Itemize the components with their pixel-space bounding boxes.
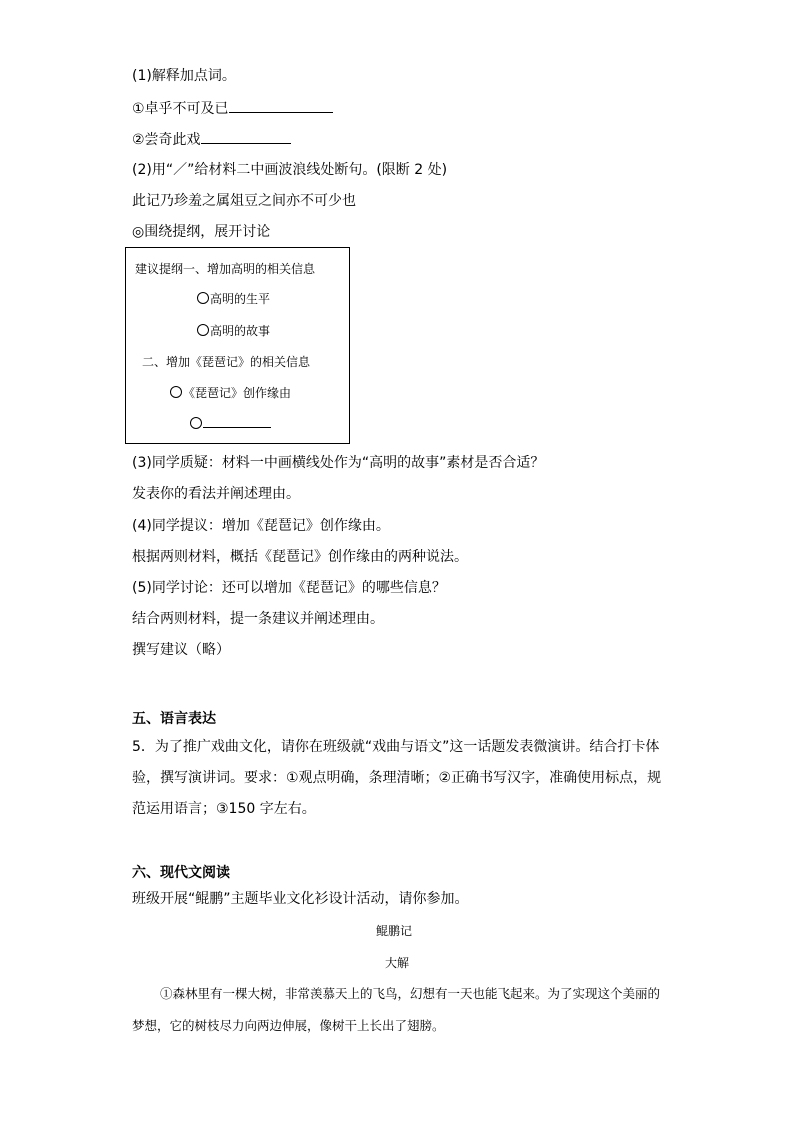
outline-line-4: 二、增加《琵琶记》的相关信息 [142,355,311,369]
section6-heading: 六、现代文阅读 [132,865,230,881]
outline-line-1: 建议提纲一、增加高明的相关信息 [135,262,316,276]
answer-blank[interactable] [203,416,271,428]
q4-label: (4)同学提议：增加《琵琶记》创作缘由。 [132,518,390,534]
q1-item-2 [132,129,291,150]
q5-label: (5)同学讨论：还可以增加《琵琶记》的哪些信息？ [132,580,446,596]
outline-line-3-text: 高明的故事 [210,324,271,338]
q3-label: (3)同学质疑：材料一中画横线处作为“高明的故事”素材是否合适？ [132,455,545,471]
q1-item-2-text: ②尝奇此戏 [132,132,201,148]
outline-line-5-text: 《琵琶记》创作缘由 [183,386,292,400]
outline-line-6 [190,416,271,432]
outline-line-5 [170,385,291,401]
q1-item-1 [132,98,333,119]
article-title: 鲲鹏记 [376,924,413,938]
outline-line-3 [197,323,270,339]
outline-box [125,247,350,444]
q5-instruction: 结合两则材料，提一条建议并阐述理由。 [132,611,384,627]
q1-label: (1)解释加点词。 [132,68,236,84]
circle-icon [197,324,209,336]
discussion-intro: ◎围绕提纲，展开讨论 [132,224,271,240]
article-author: 大解 [385,956,410,970]
circle-icon [197,292,209,304]
circle-icon [170,386,182,398]
q2-sentence: 此记乃珍羞之属俎豆之间亦不可少也 [132,193,356,209]
circle-icon [190,417,202,429]
q3-instruction: 发表你的看法并阐述理由。 [132,486,300,502]
answer-blank[interactable] [229,98,333,113]
q4-instruction: 根据两则材料，概括《琵琶记》创作缘由的两种说法。 [132,549,468,565]
article-paragraph-1: ①森林里有一棵大树，非常羡慕天上的飞鸟，幻想有一天也能飞起来。为了实现这个美丽的梦想，它的树枝尽力向两边伸展，像树干上长出了翅膀。 [132,986,661,1033]
section5-question: 5．为了推广戏曲文化，请你在班级就“戏曲与语文”这一话题发表微演讲。结合打卡体验，撰写演讲词。要求：①观点明确，条理清晰；②正确书写汉字，准确使用标点，规范运用语言；③150 字左右。 [132,739,662,817]
section6-intro: 班级开展“鲲鹏”主题毕业文化衫设计活动，请你参加。 [132,891,469,907]
outline-line-2 [197,291,270,307]
section5-heading: 五、语言表达 [132,711,216,727]
q2-label: (2)用“／”给材料二中画波浪线处断句。(限断 2 处) [132,162,448,178]
write-suggestion: 撰写建议（略） [132,642,230,658]
q1-item-1-text: ①卓乎不可及已 [132,101,229,117]
outline-line-2-text: 高明的生平 [210,292,271,306]
answer-blank[interactable] [201,129,291,144]
